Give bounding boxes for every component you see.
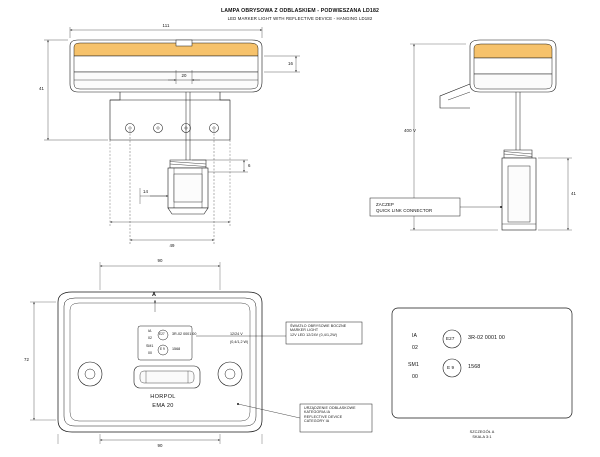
dim-height-16: 16 xyxy=(288,61,294,66)
plate-col1-sm1: SM1 xyxy=(146,344,154,348)
callout-marker-light-en: MARKER LIGHT xyxy=(290,328,319,333)
plate-approval-number: 3R-02 0001 00 xyxy=(172,332,197,336)
detail-approval-number: 3R-02 0001 00 xyxy=(468,335,505,341)
detail-e27-mark: E27 xyxy=(446,336,455,341)
detail-col1-sm1: SM1 xyxy=(408,362,419,368)
dim-offset-6: 6 xyxy=(248,163,251,168)
dim-span-49: 49 xyxy=(169,243,175,248)
callout-quick-link xyxy=(376,202,432,213)
dim-plan-width-top-90: 90 xyxy=(157,258,163,263)
dim-height-400: 400 V xyxy=(404,128,416,133)
callout-reflective-en1: REFLECTIVE DEVICE xyxy=(304,414,343,419)
dim-side-height-41: 41 xyxy=(571,191,577,196)
model-name: EMA 20 xyxy=(152,403,174,409)
dim-width-111: 111 xyxy=(162,23,170,28)
callout-quick-link-en: QUICK LINK CONNECTOR xyxy=(376,207,433,213)
callout-marker-light-spec: 12V LED 12/24V (0,4/1,2W) xyxy=(290,332,338,337)
detail-e9-mark: E 9 xyxy=(447,365,455,370)
callout-marker-light xyxy=(290,324,346,337)
plate-col1-00: 00 xyxy=(148,351,152,355)
dim-inner-20: 20 xyxy=(181,73,187,78)
detail-col1-02: 02 xyxy=(412,345,418,351)
plate-power: (0,4/1,2 W) xyxy=(230,340,249,344)
detail-col1-00: 00 xyxy=(412,374,418,380)
callout-quick-link-pl: ZACZEP xyxy=(376,202,394,207)
brand-name: HORPOL xyxy=(150,394,176,400)
plate-voltage: 12/24 V xyxy=(230,332,243,336)
plate-col1-ia: IA xyxy=(148,329,152,333)
dim-plan-height-72: 72 xyxy=(24,357,30,362)
callout-reflective-pl2: KATEGORIA IA xyxy=(304,410,331,415)
plate-e9-mark: E 9 xyxy=(160,347,165,351)
section-marker-a: A xyxy=(152,292,157,298)
detail-col1-ia: IA xyxy=(412,333,418,339)
plate-e27-mark: E27 xyxy=(159,332,165,336)
detail-serial-number: 1568 xyxy=(468,364,481,370)
callout-reflective-device xyxy=(304,406,356,424)
dim-plan-width-bottom-90: 90 xyxy=(157,443,163,448)
callout-reflective-en2: CATEGORY IA xyxy=(304,419,330,424)
detail-caption-en: SKALA 3:1 xyxy=(472,434,492,439)
detail-caption-pl: SZCZEGÓŁ A xyxy=(469,430,495,434)
plate-serial-number: 1568 xyxy=(172,347,181,351)
plate-col1-02: 02 xyxy=(148,336,152,340)
callout-marker-light-pl: ŚWIATŁO OBRYSOWE BOCZNE xyxy=(290,324,347,328)
callout-reflective-pl1: URZĄDZENIE ODBLASKOWE xyxy=(304,406,356,410)
drawing-title-pl: LAMPA OBRYSOWA Z ODBLASKIEM - PODWIESZANA LD182 xyxy=(220,8,380,14)
dim-height-41: 41 xyxy=(39,86,45,91)
detail-caption xyxy=(470,430,495,439)
drawing-title-en: LED MARKER LIGHT WITH REFLECTIVE DEVICE - HANGING LD182 xyxy=(227,15,373,21)
dim-span-14: 14 xyxy=(143,189,149,194)
